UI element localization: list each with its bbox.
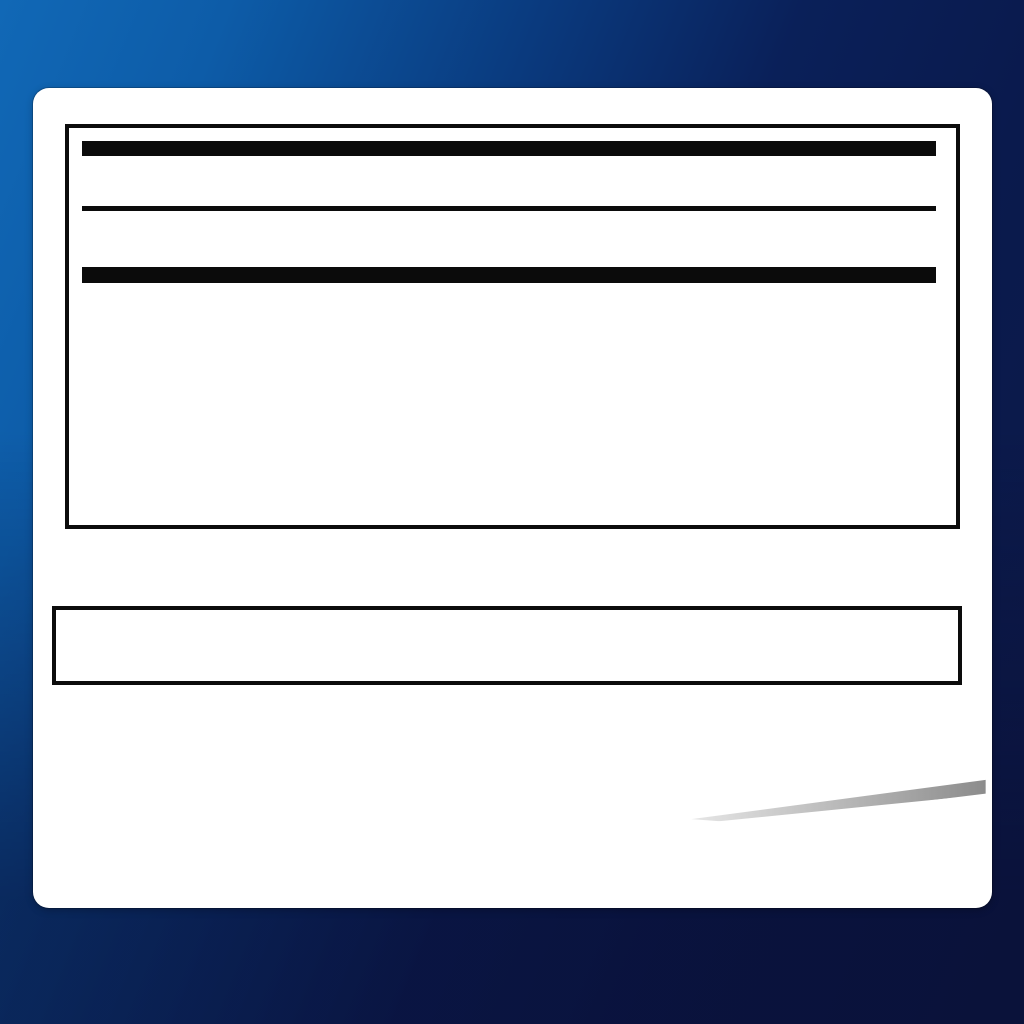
separator-bar-top xyxy=(82,141,936,156)
top-wave-mesh-decoration xyxy=(150,0,1024,100)
supplement-facts-panel xyxy=(65,124,960,529)
column-header-row xyxy=(82,156,936,206)
ingredient-row xyxy=(82,211,936,267)
fda-disclaimer-box xyxy=(52,606,962,685)
separator-bar-bottom xyxy=(82,267,936,283)
label-card xyxy=(33,88,992,908)
gat-sport-logo xyxy=(691,723,986,878)
